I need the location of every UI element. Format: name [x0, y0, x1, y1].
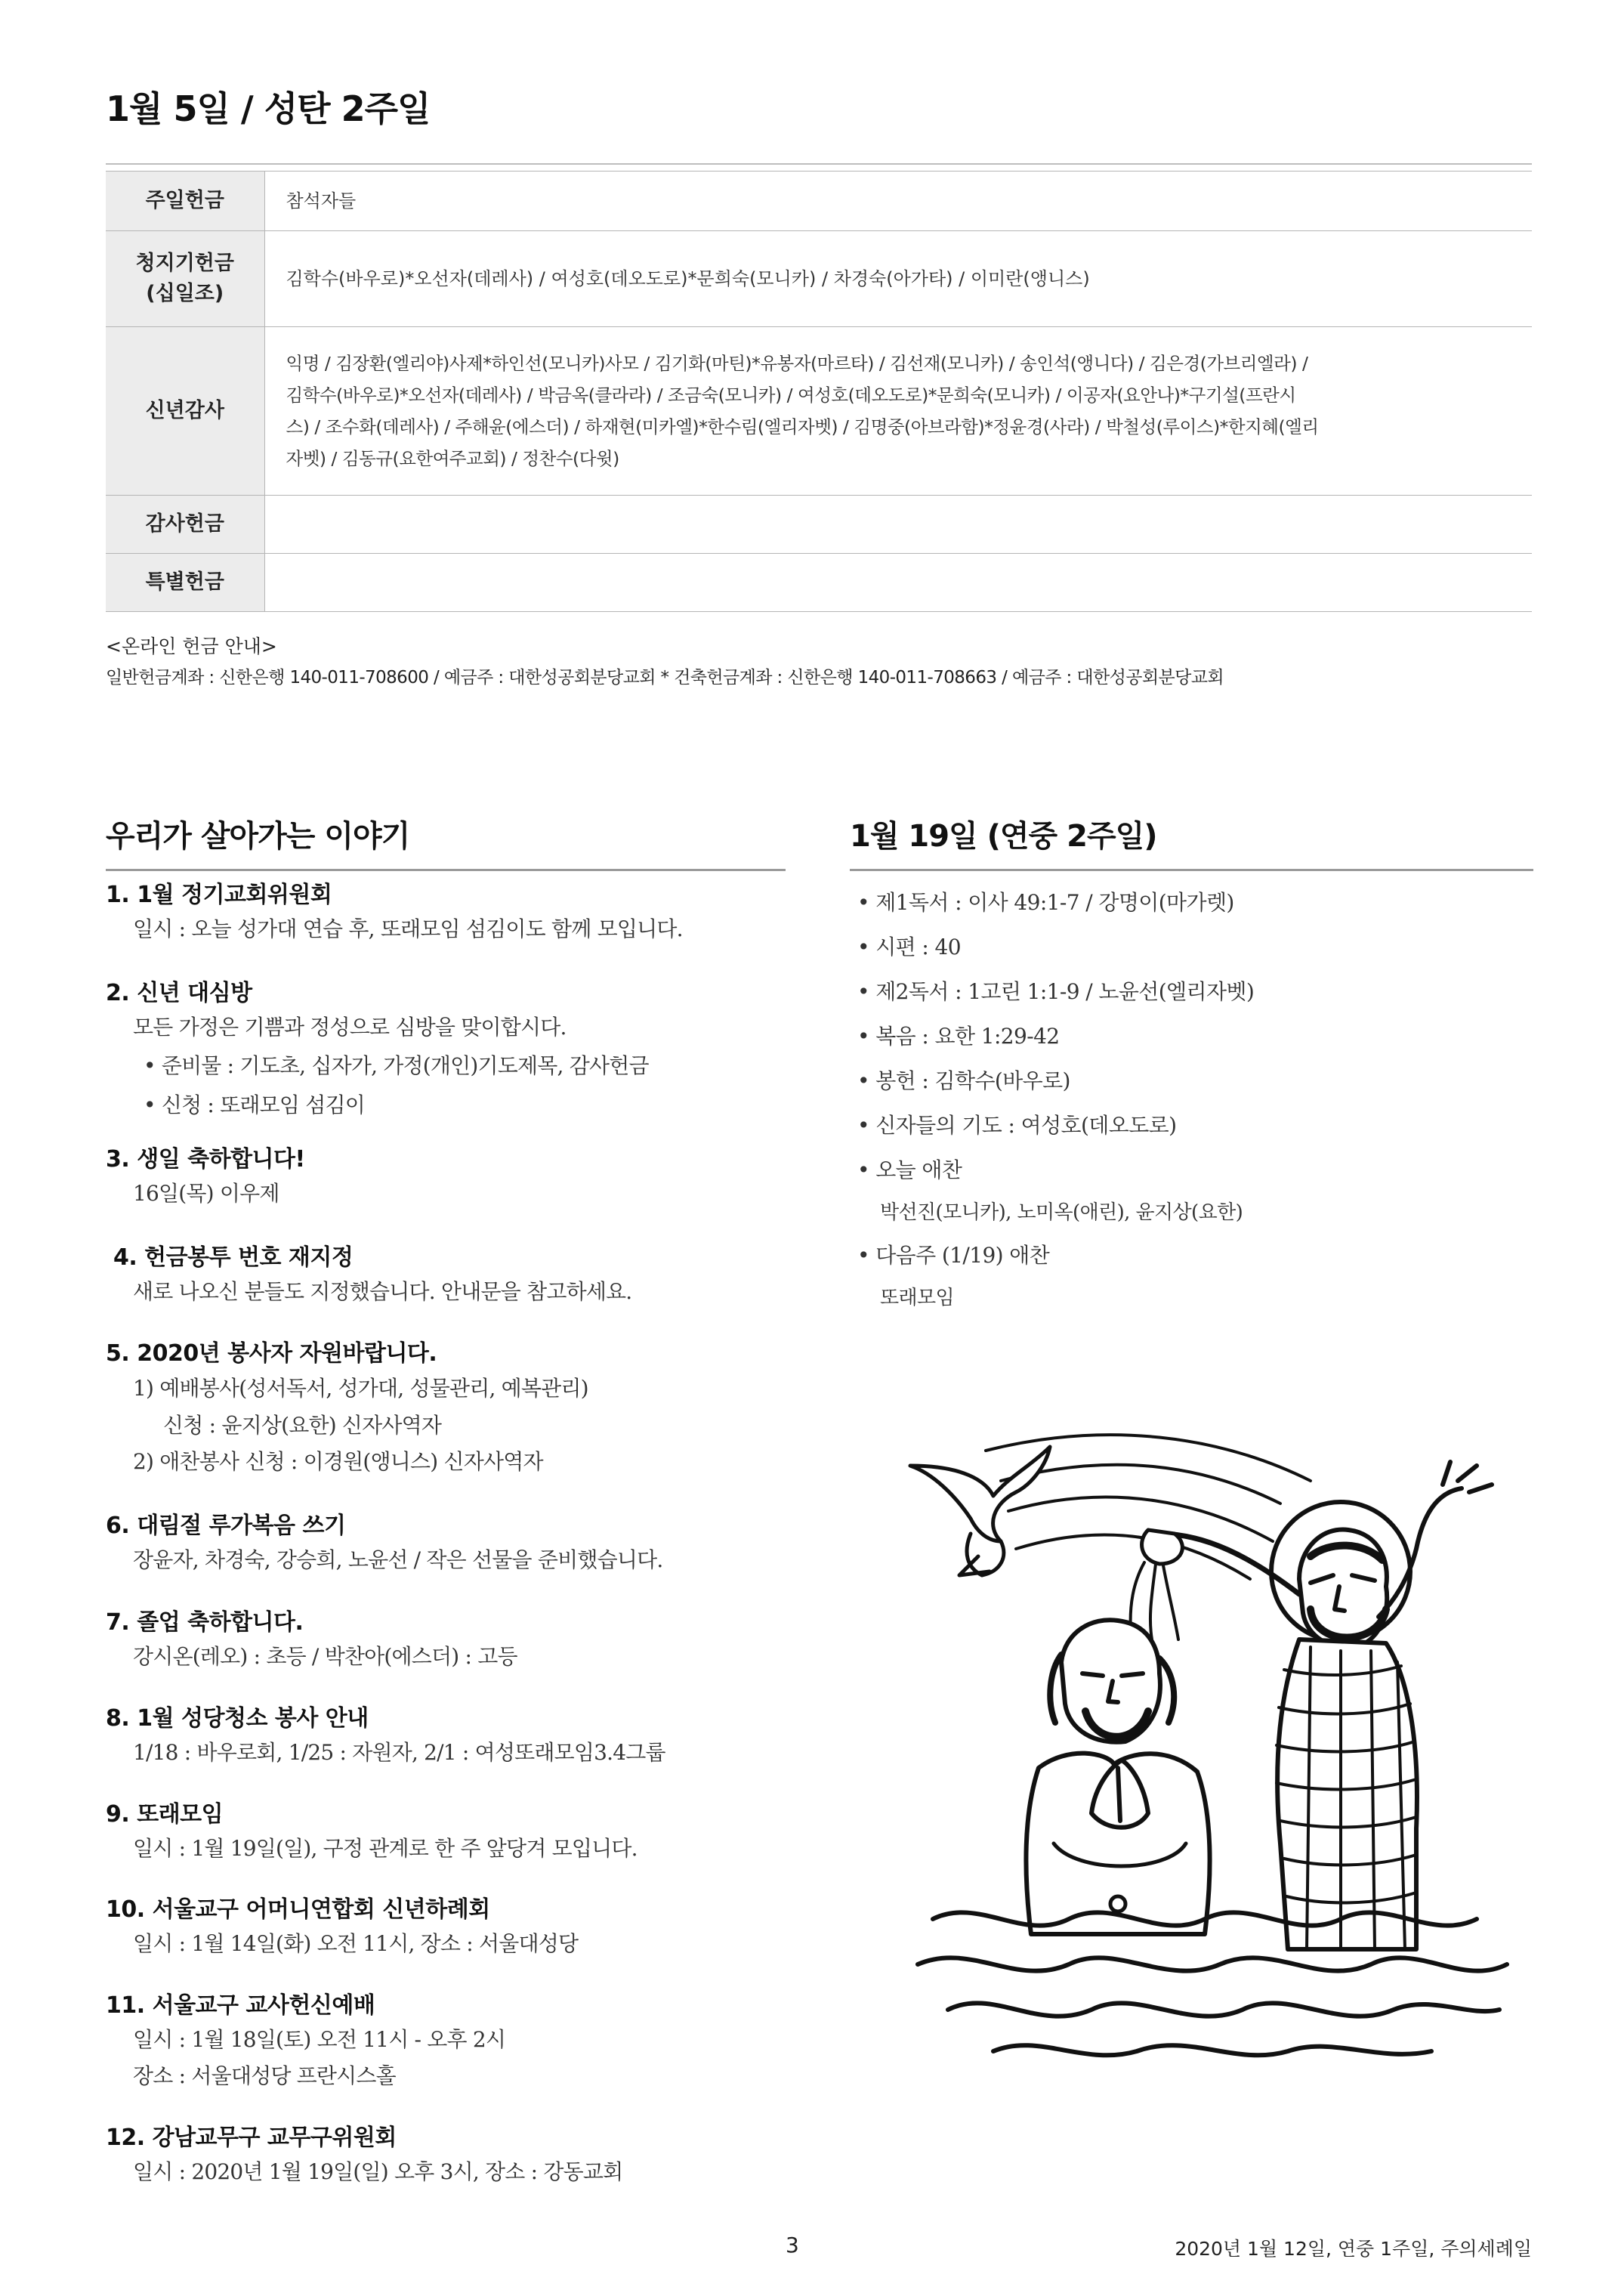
notice-item	[106, 1895, 786, 1963]
notice-line: 일시 : 오늘 성가대 연습 후, 또래모임 섬김이도 함께 모입니다.	[133, 916, 683, 941]
offering-label: 주일헌금	[106, 172, 264, 231]
notice-item	[106, 1991, 786, 2094]
title-divider	[106, 163, 1532, 165]
notice-item	[106, 880, 786, 948]
notice-line: 1/18 : 바우로회, 1/25 : 자원자, 2/1 : 여성또래모임3.4그룹	[133, 1740, 665, 1765]
reading-line: • 제1독서 : 이사 49:1-7 / 강명이(마가렛)	[857, 890, 1234, 915]
offering-value: 김학수(바우로)*오선자(데레사) / 여성호(데오도로)*문희숙(모니카) / 차경숙(아가타) / 이미란(앵니스)	[264, 231, 1532, 327]
footer-date: 2020년 1월 12일, 연중 1주일, 주의세례일	[1175, 2238, 1532, 2260]
offering-value	[264, 496, 1532, 554]
notice-item	[106, 1704, 786, 1772]
notice-line: 일시 : 1월 18일(토) 오전 11시 - 오후 2시	[133, 2027, 506, 2052]
offering-value-line: 스) / 조수화(데레사) / 주해윤(에스더) / 하재현(미카엘)*한수림(엘리자벳) / 김명중(아브라함)*정윤경(사라) / 박철성(루이스)*한지혜(엘리	[286, 416, 1319, 437]
offering-label: 특별헌금	[106, 554, 264, 612]
offering-value-line: 김학수(바우로)*오선자(데레사) / 박금옥(클라라) / 조금숙(모니카) / 여성호(데오도로)*문희숙(모니카) / 이공자(요안나)*구기설(프란시	[286, 385, 1296, 406]
offering-value-line: 익명 / 김장환(엘리야)사제*하인선(모니카)사모 / 김기화(마틴)*유봉자(마르타) / 김선재(모니카) / 송인석(앵니다) / 김은경(가브리엘라) /	[286, 353, 1308, 374]
notice-heading: 9. 또래모임	[106, 1801, 224, 1828]
offering-value	[264, 554, 1532, 612]
table-row	[106, 172, 1532, 231]
notice-item	[106, 1608, 786, 1676]
section-title-readings: 1월 19일 (연중 2주일)	[850, 819, 1157, 854]
notice-heading: 2. 신년 대심방	[106, 980, 252, 1006]
notice-heading: 5. 2020년 봉사자 자원바랍니다.	[106, 1340, 437, 1367]
reading-line: • 신자들의 기도 : 여성호(데오도로)	[857, 1113, 1177, 1138]
notice-heading: 7. 졸업 축하합니다.	[106, 1609, 304, 1636]
readings-list	[850, 880, 1533, 1318]
notice-line: 2) 애찬봉사 신청 : 이경원(앵니스) 신자사역자	[133, 1449, 543, 1474]
offering-value: 참석자들	[264, 172, 1532, 231]
table-row	[106, 496, 1532, 554]
table-row	[106, 327, 1532, 496]
baptism-illustration	[888, 1420, 1522, 2070]
online-offering-accounts: 일반헌금계좌 : 신한은행 140-011-708600 / 예금주 : 대한성공회분당교회 * 건축헌금계좌 : 신한은행 140-011-708663 / 예금주 : 대한성공회분당교회	[106, 668, 1224, 688]
notice-line: 16일(목) 이우제	[133, 1181, 279, 1206]
offering-value	[264, 327, 1532, 496]
offering-table	[106, 171, 1532, 612]
jesus-figure	[1026, 1620, 1209, 1934]
notice-heading: 3. 생일 축하합니다!	[106, 1146, 305, 1173]
notice-heading: 10. 서울교구 어머니연합회 신년하례회	[106, 1896, 490, 1923]
section-title-offerings: 1월 5일 / 성탄 2주일	[106, 88, 431, 129]
notice-line: 강시온(레오) : 초등 / 박찬아(에스더) : 고등	[133, 1644, 517, 1669]
section-title-news: 우리가 살아가는 이야기	[106, 819, 410, 854]
reading-line: • 오늘 애찬	[857, 1157, 962, 1182]
notice-line: 일시 : 1월 19일(일), 구정 관계로 한 주 앞당겨 모입니다.	[133, 1836, 638, 1861]
offering-label: 청지기헌금 (십일조)	[106, 231, 264, 327]
notice-line: 신청 : 윤지상(요한) 신자사역자	[163, 1413, 442, 1438]
notice-item	[106, 2123, 786, 2191]
dove-icon	[910, 1447, 1050, 1575]
notice-line: 장소 : 서울대성당 프란시스홀	[133, 2063, 396, 2088]
notice-item	[106, 1800, 786, 1868]
reading-line: • 다음주 (1/19) 애찬	[857, 1243, 1050, 1268]
notice-line: • 준비물 : 기도초, 십자가, 가정(개인)기도제목, 감사헌금	[144, 1053, 649, 1078]
readings-divider	[850, 869, 1533, 871]
offering-value-line: 자벳) / 김동규(요한여주교회) / 정찬수(다윗)	[286, 448, 619, 469]
news-divider	[106, 869, 786, 871]
notice-heading: 12. 강남교무구 교무구위원회	[106, 2125, 397, 2151]
notice-item	[106, 1243, 786, 1311]
notice-heading: 6. 대림절 루가복음 쓰기	[106, 1513, 346, 1539]
notice-line: 장윤자, 차경숙, 강승희, 노윤선 / 작은 선물을 준비했습니다.	[133, 1547, 663, 1572]
notice-line: 새로 나오신 분들도 지정했습니다. 안내문을 참고하세요.	[133, 1279, 632, 1304]
notice-line: 일시 : 1월 14일(화) 오전 11시, 장소 : 서울대성당	[133, 1931, 579, 1956]
notice-heading: 11. 서울교구 교사헌신예배	[106, 1992, 375, 2019]
notice-line: • 신청 : 또래모임 섬김이	[144, 1092, 365, 1117]
reading-line: 또래모임	[880, 1287, 955, 1309]
notice-item	[106, 1145, 786, 1213]
reading-line: 박선진(모니카), 노미옥(애린), 윤지상(요한)	[880, 1201, 1243, 1224]
notice-item	[106, 978, 786, 1125]
notice-line: 일시 : 2020년 1월 19일(일) 오후 3시, 장소 : 강동교회	[133, 2159, 623, 2184]
offering-label: 감사헌금	[106, 496, 264, 554]
reading-line: • 제2독서 : 1고린 1:1-9 / 노윤선(엘리자벳)	[857, 979, 1255, 1004]
offering-label: 신년감사	[106, 327, 264, 496]
notice-item	[106, 1339, 786, 1481]
reading-line: • 시편 : 40	[857, 935, 961, 960]
notice-heading: 1. 1월 정기교회위원회	[106, 882, 332, 908]
online-offering-title: <온라인 헌금 안내>	[106, 635, 277, 657]
notice-line: 1) 예배봉사(성서독서, 성가대, 성물관리, 예복관리)	[133, 1376, 588, 1401]
table-row	[106, 231, 1532, 327]
notice-heading: 4. 헌금봉투 번호 재지정	[106, 1244, 354, 1271]
notice-heading: 8. 1월 성당청소 봉사 안내	[106, 1705, 369, 1732]
page-number: 3	[786, 2233, 799, 2257]
notice-item	[106, 1511, 786, 1579]
reading-line: • 복음 : 요한 1:29-42	[857, 1024, 1060, 1049]
table-row	[106, 554, 1532, 612]
notice-line: 모든 가정은 기쁨과 정성으로 심방을 맞이합시다.	[133, 1015, 567, 1040]
reading-line: • 봉헌 : 김학수(바우로)	[857, 1068, 1070, 1093]
